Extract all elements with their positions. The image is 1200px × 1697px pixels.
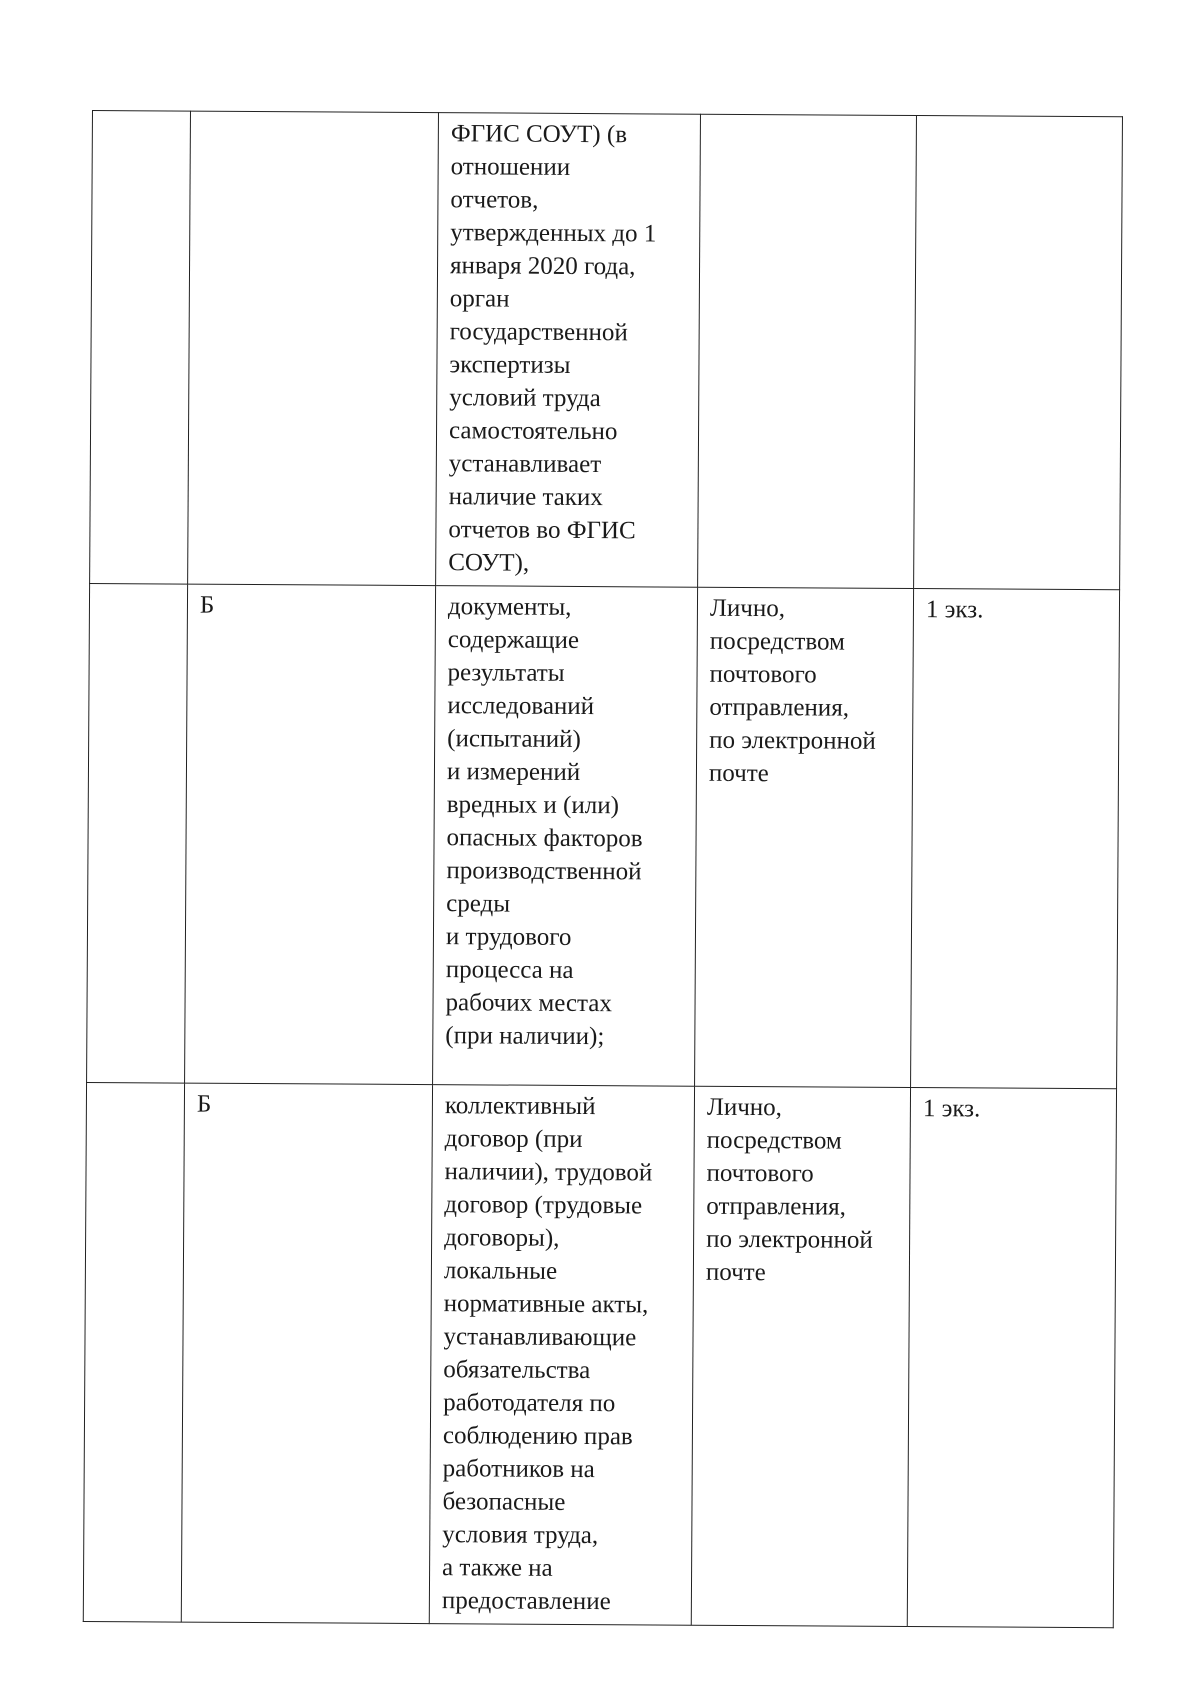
table-row [83, 1082, 1116, 1627]
category-cell: Б [185, 584, 436, 1085]
copies-cell: 1 экз. [907, 1088, 1116, 1628]
document-cell: коллективный договор (при наличии), трудовой договор (трудовые договоры), локальные нормативные акты, устанавливающие обязательства работодателя по соблюдению прав работников на безопасные условия труда, а также на предоставление [429, 1085, 694, 1626]
document-cell: ФГИС СОУТ) (в отношении отчетов, утвержденных до 1 января 2020 года, орган государственной экспертизы условий труда самостоятельно устанавливает наличие таких отчетов во ФГИС СОУТ), [436, 113, 701, 588]
category-cell [188, 111, 439, 586]
documents-table [83, 110, 1123, 1628]
submission-method-cell: Лично, посредством почтового отправления, по электронной почте [691, 1086, 910, 1626]
table-row [90, 111, 1123, 590]
row-number-cell [83, 1082, 184, 1622]
row-number-cell [90, 111, 191, 585]
copies-cell: 1 экз. [911, 589, 1120, 1089]
category-cell: Б [181, 1083, 432, 1624]
submission-method-cell [698, 114, 917, 588]
row-number-cell [87, 583, 188, 1083]
table-row [87, 583, 1120, 1088]
submission-method-cell: Лично, посредством почтового отправления, по электронной почте [695, 587, 914, 1087]
copies-cell [914, 116, 1123, 590]
document-cell: документы, содержащие результаты исследований (испытаний) и измерений вредных и (или) опасных факторов производственной среды и трудового процесса на рабочих местах (при наличии); [433, 586, 698, 1087]
